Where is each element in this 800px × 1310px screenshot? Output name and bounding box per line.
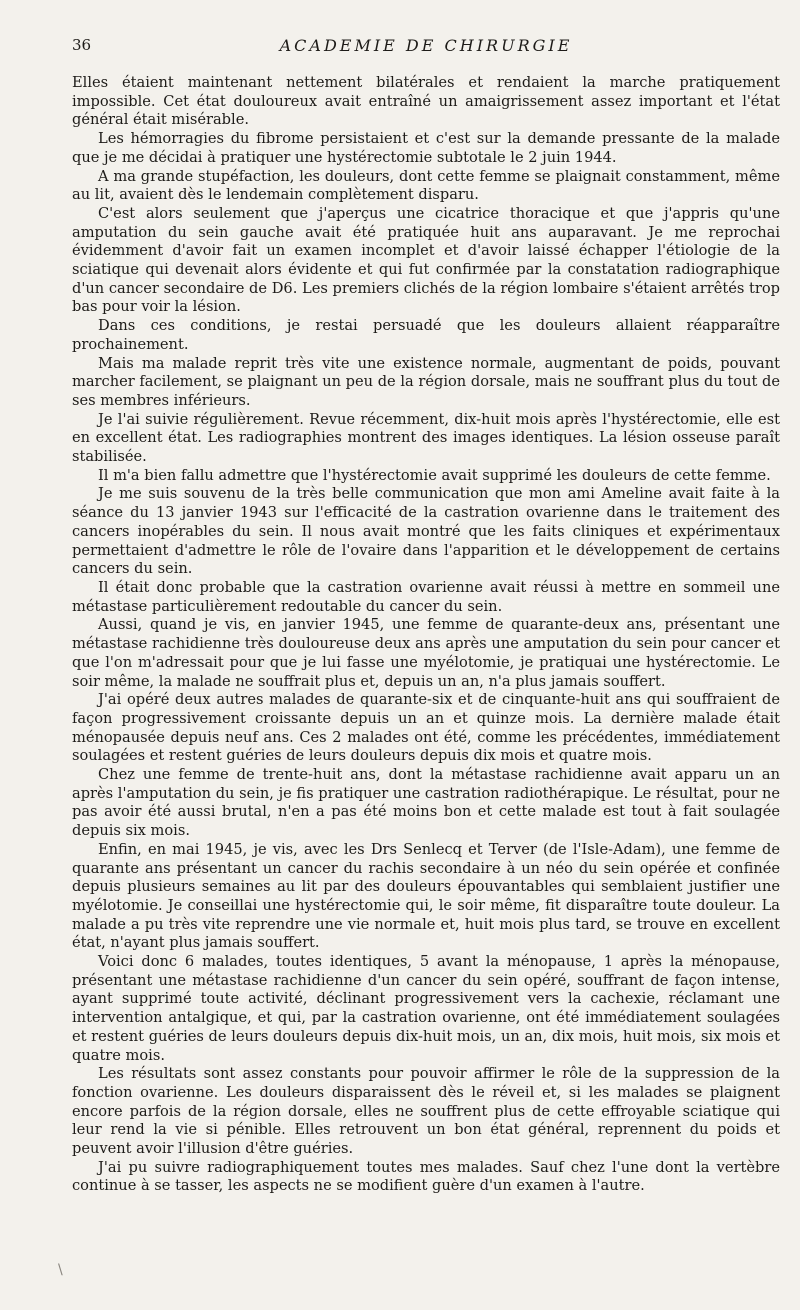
paragraph: Voici donc 6 malades, toutes identiques, 5 avant la ménopause, 1 après la ménopause, présentant une métastase rachidienne d'un cancer du sein opéré, souffrant de façon intense, ayant supprimé toute activité, déclinant progressivement vers la cachexie, réclamant une intervention antalgique, et qui, par la castration ovarienne, ont été immédiatement soulagées et restent guéries de leurs douleurs depuis dix-huit mois, un an, dix mois, huit mois, six mois et quatre mois. xyxy=(72,953,780,1064)
paragraph: A ma grande stupéfaction, les douleurs, dont cette femme se plaignait constamment, même au lit, avaient dès le lendemain complètement disparu. xyxy=(72,167,780,204)
paragraph: J'ai pu suivre radiographiquement toutes mes malades. Sauf chez l'une dont la vertèbre continue à se tasser, les aspects ne se modifient guère d'un examen à l'autre. xyxy=(72,1158,780,1195)
paragraph: Elles étaient maintenant nettement bilatérales et rendaient la marche pratiquement impossible. Cet état douloureux avait entraîné un amaigrissement assez important et l'état général était misérable. xyxy=(72,74,780,129)
paragraph: Chez une femme de trente-huit ans, dont la métastase rachidienne avait apparu un an après l'amputation du sein, je fis pratiquer une castration radiothérapique. Le résultat, pour ne pas avoir été aussi brutal, n'en a pas été moins bon et cette malade est tout à fait soulagée depuis six mois. xyxy=(72,766,780,840)
scan-mark: \ xyxy=(58,1262,63,1278)
paragraph: Il m'a bien fallu admettre que l'hystérectomie avait supprimé les douleurs de cette femme. xyxy=(98,466,771,484)
article-body xyxy=(72,74,780,1196)
paragraph: Il était donc probable que la castration ovarienne avait réussi à mettre en sommeil une métastase particulièrement redoutable du cancer du sein. xyxy=(72,578,780,615)
paragraph: Je me suis souvenu de la très belle communication que mon ami Ameline avait faite à la séance du 13 janvier 1943 sur l'efficacité de la castration ovarienne dans le traitement des cancers inopérables du sein. Il nous avait montré que les faits cliniques et expérimentaux permettaient d'admettre le rôle de l'ovaire dans l'apparition et le développement de certains cancers du sein. xyxy=(72,485,780,578)
page xyxy=(72,36,780,1196)
page-header xyxy=(72,36,780,62)
paragraph: Mais ma malade reprit très vite une existence normale, augmentant de poids, pouvant marcher facilement, se plaignant un peu de la région dorsale, mais ne souffrant plus du tout de ses membres inférieurs. xyxy=(72,354,780,409)
paragraph: Les résultats sont assez constants pour pouvoir affirmer le rôle de la suppression de la fonction ovarienne. Les douleurs disparaissent dès le réveil et, si les malades se plaignent encore parfois de la région dorsale, elles ne souffrent plus de cette effroyable sciatique qui leur rend la vie si pénible. Elles retrouvent un bon état général, reprennent du poids et peuvent avoir l'illusion d'être guéries. xyxy=(72,1065,780,1158)
paragraph: Je l'ai suivie régulièrement. Revue récemment, dix-huit mois après l'hystérectomie, elle est en excellent état. Les radiographies montrent des images identiques. La lésion osseuse paraît stabilisée. xyxy=(72,410,780,466)
paragraph: Aussi, quand je vis, en janvier 1945, une femme de quarante-deux ans, présentant une métastase rachidienne très douloureuse deux ans après une amputation du sein pour cancer et que l'on m'adressait pour que je lui fasse une myélotomie, je pratiquai une hystérectomie. Le soir même, la malade ne souffrait plus et, depuis un an, n'a plus jamais souffert. xyxy=(72,616,780,690)
paragraph: J'ai opéré deux autres malades de quarante-six et de cinquante-huit ans qui souffraient de façon progressivement croissante depuis un an et quinze mois. La dernière malade était ménopausée depuis neuf ans. Ces 2 malades ont été, comme les précédentes, immédiatement soulagées et restent guéries de leurs douleurs depuis dix mois et quatre mois. xyxy=(72,691,780,765)
paragraph: C'est alors seulement que j'aperçus une cicatrice thoracique et que j'appris qu'une amputation du sein gauche avait été pratiquée huit ans auparavant. Je me reprochai évidemment d'avoir fait un examen incomplet et d'avoir laissé échapper l'étiologie de la sciatique qui devenait alors évidente et qui fut confirmée par la constatation radiographique d'un cancer secondaire de D6. Les premiers clichés de la région lombaire s'étaient arrêtés trop bas pour voir la lésion. xyxy=(72,204,780,316)
paragraph: Dans ces conditions, je restai persuadé que les douleurs allaient réapparaître prochainement. xyxy=(72,317,780,353)
paragraph: Les hémorragies du fibrome persistaient et c'est sur la demande pressante de la malade que je me décidai à pratiquer une hystérectomie subtotale le 2 juin 1944. xyxy=(72,130,780,166)
page-number: 36 xyxy=(72,36,92,54)
paragraph: Enfin, en mai 1945, je vis, avec les Drs Senlecq et Terver (de l'Isle-Adam), une femme de quarante ans présentant un cancer du rachis secondaire à un néo du sein opérée et confinée depuis plusieurs semaines au lit par des douleurs épouvantables qui semblaient justifier une myélotomie. Je conseillai une hystérectomie qui, le soir même, fit disparaître toute douleur. La malade a pu très vite reprendre une vie normale et, huit mois plus tard, se trouve en excellent état, n'ayant plus jamais souffert. xyxy=(72,840,780,952)
running-title: ACADEMIE DE CHIRURGIE xyxy=(279,36,573,55)
